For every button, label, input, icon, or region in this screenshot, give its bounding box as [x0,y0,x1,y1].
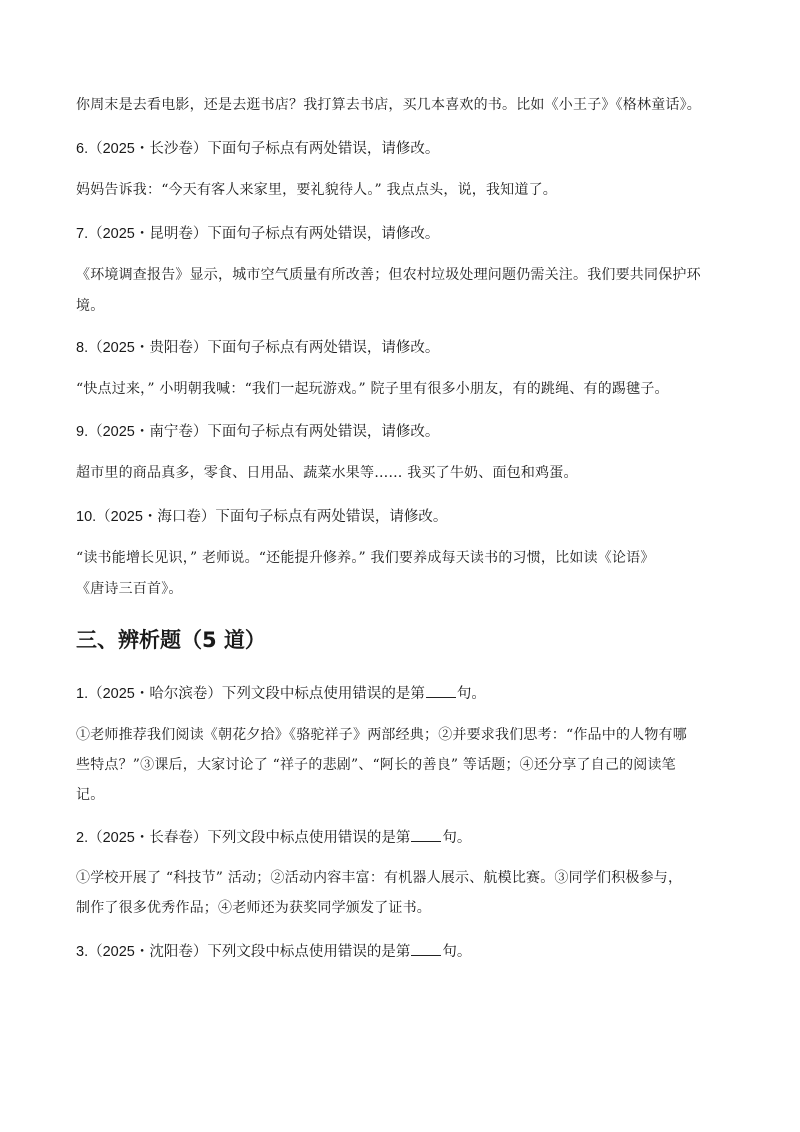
previous-question-sentence: 你周末是去看电影，还是去逛书店？我打算去书店，买几本喜欢的书。比如《小王子》《格林童话》。 [76,97,701,113]
question-10-sentence-line2: 《唐诗三百首》。 [76,581,183,597]
question-2-passage-line1: ①学校开展了 “科技节” 活动；②活动内容丰富：有机器人展示、航模比赛。③同学们积极参与， [76,870,683,886]
question-8-prompt: 8.（2025・贵阳卷）下面句子标点有两处错误，请修改。 [76,340,440,356]
question-1-passage-line1: ①老师推荐我们阅读《朝花夕拾》《骆驼祥子》两部经典；②并要求我们思考：“作品中的人物有哪 [76,727,687,743]
question-10-prompt: 10.（2025・海口卷）下面句子标点有两处错误，请修改。 [76,509,448,525]
question-1-passage-line2: 些特点？”③课后，大家讨论了 “祥子的悲剧”、“阿长的善良” 等话题；④还分享了自己的阅读笔 [76,757,676,773]
question-7-prompt: 7.（2025・昆明卷）下面句子标点有两处错误，请修改。 [76,226,440,242]
question-6-prompt: 6.（2025・长沙卷）下面句子标点有两处错误，请修改。 [76,141,440,157]
question-3-prompt-text: 3.（2025・沈阳卷）下列文段中标点使用错误的是第 [76,944,411,960]
question-8-sentence: “快点过来，” 小明朝我喊：“我们一起玩游戏。” 院子里有很多小朋友，有的跳绳、有的踢毽子。 [76,381,669,397]
question-10-sentence-line1: “读书能增长见识，” 老师说。“还能提升修养。” 我们要养成每天读书的习惯，比如读《论语》 [76,550,655,566]
question-6-sentence: 妈妈告诉我：“今天有客人来家里，要礼貌待人。” 我点点头，说，我知道了。 [76,182,557,198]
question-7-sentence-line2: 境。 [76,298,105,314]
answer-blank [411,943,441,956]
section-3-question-1-prompt [76,682,486,703]
question-2-passage-line2: 制作了很多优秀作品；④老师还为获奖同学颁发了证书。 [76,900,431,916]
answer-blank [411,829,441,842]
answer-blank [426,685,456,698]
question-1-prompt-suffix: 句。 [456,686,486,702]
question-7-sentence-line1: 《环境调查报告》显示，城市空气质量有所改善；但农村垃圾处理问题仍需关注。我们要共同保护环 [76,267,701,283]
question-2-prompt-suffix: 句。 [442,830,472,846]
question-1-passage-line3: 记。 [76,787,105,803]
question-3-prompt-suffix: 句。 [442,944,472,960]
section-3-question-3-prompt [76,940,471,961]
question-1-prompt-text: 1.（2025・哈尔滨卷）下列文段中标点使用错误的是第 [76,686,425,702]
section-3-question-2-prompt [76,826,471,847]
question-9-sentence: 超市里的商品真多，零食、日用品、蔬菜水果等…… 我买了牛奶、面包和鸡蛋。 [76,465,578,481]
question-2-prompt-text: 2.（2025・长春卷）下列文段中标点使用错误的是第 [76,830,411,846]
question-9-prompt: 9.（2025・南宁卷）下面句子标点有两处错误，请修改。 [76,424,440,440]
section-3-heading: 三、辨析题（5 道） [76,628,266,652]
